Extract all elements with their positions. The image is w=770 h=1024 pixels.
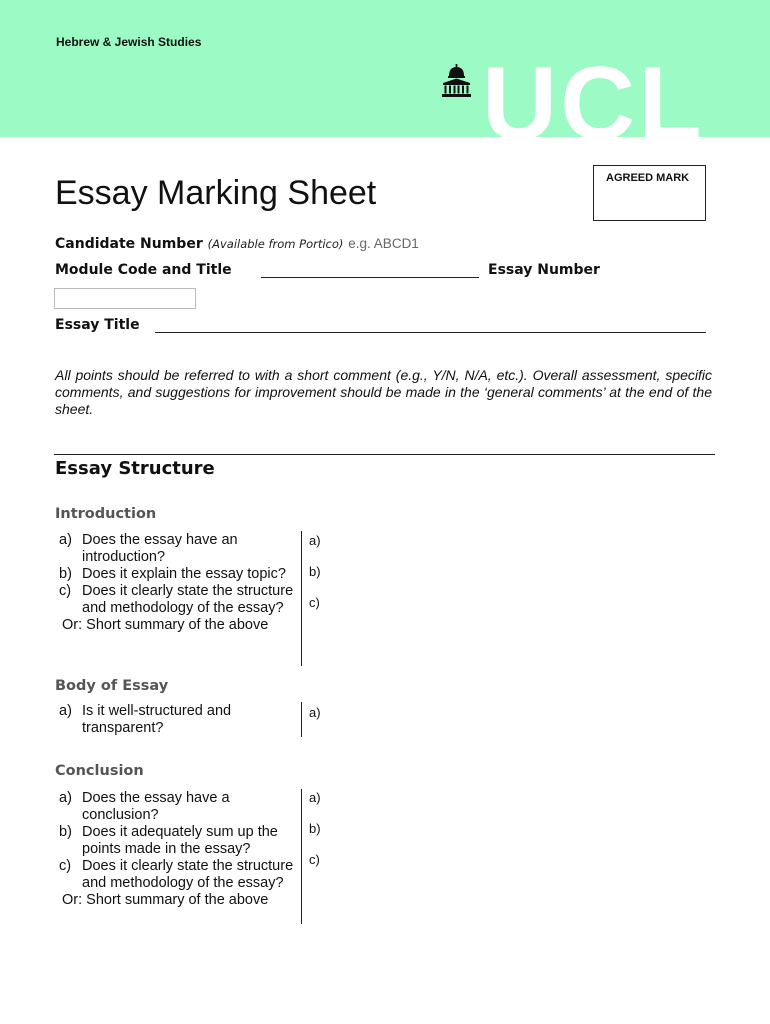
essay-structure-heading: Essay Structure [55, 458, 215, 479]
list-item [59, 583, 299, 617]
introduction-questions [59, 532, 299, 634]
conclusion-answer-b[interactable]: b) [309, 821, 321, 836]
department-name: Hebrew & Jewish Studies [56, 35, 202, 49]
question-number: a) [59, 532, 72, 548]
question-text: Does the essay have a conclusion? [82, 790, 230, 823]
question-number: b) [59, 824, 72, 840]
question-number: c) [59, 583, 72, 599]
conclusion-questions [59, 790, 299, 909]
ucl-logo-text: UCL [482, 46, 705, 162]
candidate-number-note: (Available from Portico) [207, 237, 344, 251]
module-code-field[interactable] [261, 277, 479, 278]
introduction-answer-b[interactable]: b) [309, 564, 321, 579]
conclusion-heading: Conclusion [55, 763, 144, 779]
candidate-number-example: e.g. ABCD1 [348, 236, 419, 251]
conclusion-answer-c[interactable]: c) [309, 852, 320, 867]
candidate-number-row [55, 236, 419, 252]
body-questions [59, 703, 299, 737]
portico-icon [441, 64, 472, 98]
list-item [59, 858, 299, 892]
list-item [59, 532, 299, 566]
body-answer-a[interactable]: a) [309, 705, 321, 720]
header-banner [0, 0, 770, 162]
section-divider [54, 454, 715, 455]
question-text: Does it adequately sum up the points made in the essay? [82, 824, 278, 857]
introduction-answer-c[interactable]: c) [309, 595, 320, 610]
question-text: Does it explain the essay topic? [82, 566, 286, 582]
instructions-text: All points should be referred to with a short comment (e.g., Y/N, N/A, etc.). Overall assessment, specific comments, and suggestions for improvement should be made in the ‘general comments’ at the end of the sheet. [55, 367, 712, 417]
answer-divider [301, 702, 302, 737]
question-text: Is it well-structured and transparent? [82, 703, 232, 736]
essay-number-label: Essay Number [488, 262, 600, 278]
list-item [59, 790, 299, 824]
answer-divider [301, 789, 302, 924]
list-item [59, 703, 299, 737]
alternative-text: Or: Short summary of the above [62, 892, 269, 908]
question-number: c) [59, 858, 72, 874]
question-number: b) [59, 566, 72, 582]
conclusion-answer-a[interactable]: a) [309, 790, 321, 805]
essay-number-field[interactable] [54, 288, 196, 309]
question-text: Does the essay have an introduction? [82, 532, 238, 565]
page-title: Essay Marking Sheet [55, 174, 377, 212]
introduction-heading: Introduction [55, 506, 157, 522]
question-text: Does it clearly state the structure and methodology of the essay? [82, 583, 294, 616]
agreed-mark-box[interactable] [593, 165, 706, 221]
candidate-number-label: Candidate Number [55, 236, 203, 252]
introduction-answer-a[interactable]: a) [309, 533, 321, 548]
alternative-text: Or: Short summary of the above [62, 617, 269, 633]
agreed-mark-label: AGREED MARK [606, 172, 690, 184]
list-item [59, 824, 299, 858]
body-heading: Body of Essay [55, 678, 169, 694]
list-item [59, 566, 299, 583]
question-text: Does it clearly state the structure and methodology of the essay? [82, 858, 294, 891]
essay-title-field[interactable] [155, 332, 706, 333]
essay-title-label: Essay Title [55, 317, 140, 333]
question-number: a) [59, 790, 72, 806]
answer-divider [301, 531, 302, 666]
module-code-label: Module Code and Title [55, 262, 232, 278]
question-number: a) [59, 703, 72, 719]
